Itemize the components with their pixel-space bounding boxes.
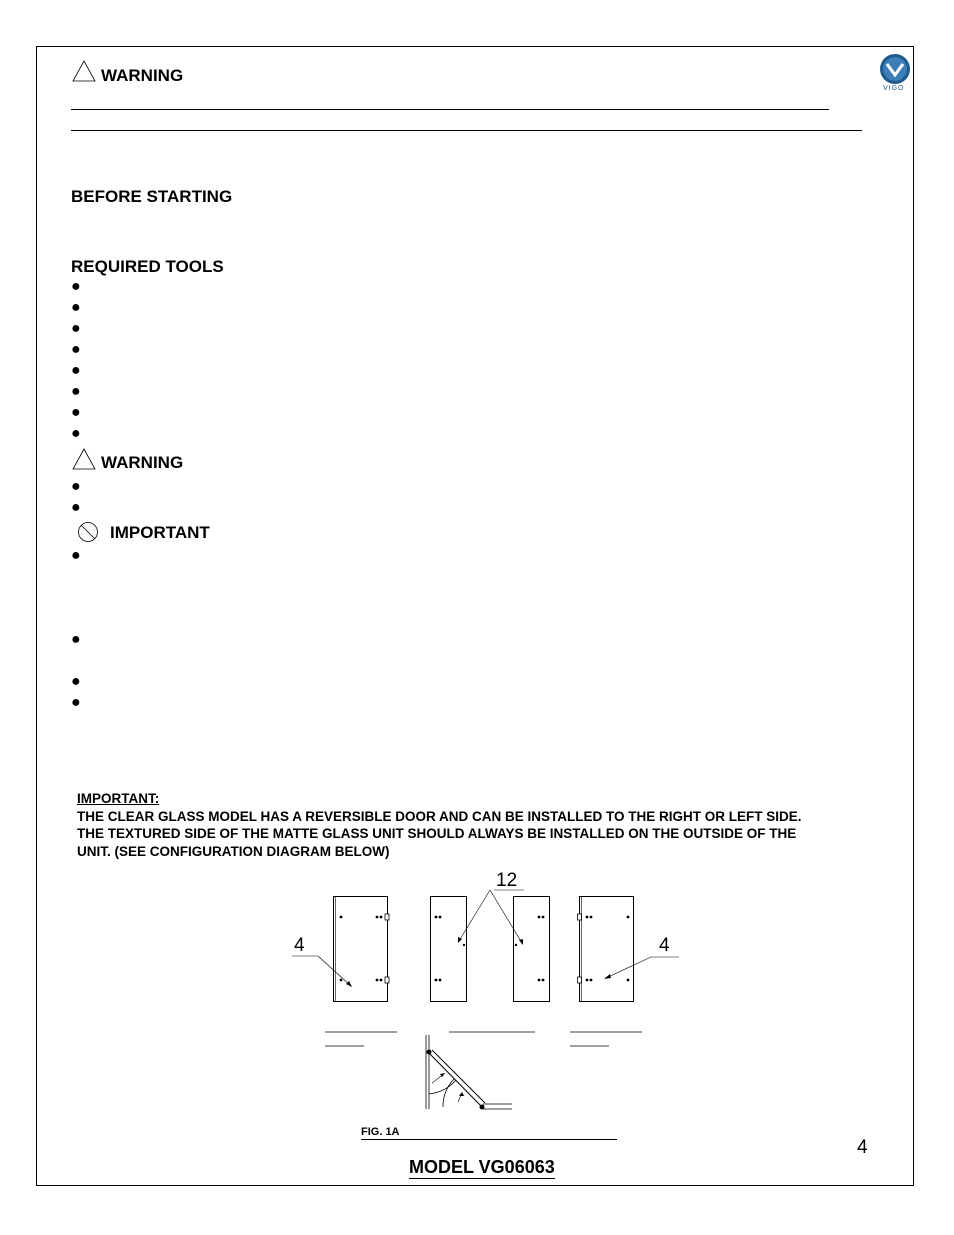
blank-rule-1: [71, 109, 829, 110]
important-bullet: ●: [71, 631, 81, 648]
warning-heading-top: WARNING: [101, 66, 184, 85]
note-line: UNIT. (SEE CONFIGURATION DIAGRAM BELOW): [77, 843, 390, 859]
callout-center: 12: [496, 870, 518, 891]
warning-triangle-icon: [72, 448, 96, 470]
required-tools-heading: REQUIRED TOOLS: [71, 257, 224, 276]
tool-bullet: ●: [71, 383, 81, 400]
important-heading: IMPORTANT: [110, 523, 210, 542]
glass-panel-right: [578, 897, 634, 1002]
important-bullet: ●: [71, 547, 81, 564]
important-bullet: ●: [71, 673, 81, 690]
prohibited-icon: [77, 521, 99, 543]
warning-heading-middle: WARNING: [101, 453, 184, 472]
tool-bullet: ●: [71, 404, 81, 421]
glass-panel-left: [334, 897, 390, 1002]
before-starting-heading: BEFORE STARTING: [71, 187, 233, 206]
warning-bullet: ●: [71, 499, 81, 516]
configuration-diagram: [280, 865, 700, 1125]
warning-bullet: ●: [71, 478, 81, 495]
blank-rule-2: [71, 130, 862, 131]
callout-left: 4: [294, 935, 305, 956]
figure-label: FIG. 1A: [361, 1126, 400, 1138]
tool-bullet: ●: [71, 299, 81, 316]
important-note: [77, 790, 802, 860]
tool-bullet: ●: [71, 320, 81, 337]
tool-bullet: ●: [71, 425, 81, 442]
important-bullet: ●: [71, 694, 81, 711]
page-number: 4: [857, 1137, 868, 1158]
figure-caption-rule: [361, 1139, 617, 1140]
vigo-logo: [878, 52, 914, 96]
plan-view: [426, 1035, 512, 1110]
note-line: THE CLEAR GLASS MODEL HAS A REVERSIBLE DOOR AND CAN BE INSTALLED TO THE RIGHT OR LEFT SIDE.: [77, 808, 802, 824]
glass-panel-center-right: [514, 897, 550, 1002]
tool-bullet: ●: [71, 341, 81, 358]
glass-panel-center-left: [431, 897, 467, 1002]
model-number: MODEL VG06063: [409, 1157, 555, 1177]
callout-right: 4: [659, 935, 670, 956]
logo-wordmark: VIGO: [883, 85, 905, 92]
note-title: IMPORTANT:: [77, 791, 160, 806]
note-line: THE TEXTURED SIDE OF THE MATTE GLASS UNIT SHOULD ALWAYS BE INSTALLED ON THE OUTSIDE OF THE: [77, 826, 797, 841]
warning-triangle-icon: [72, 60, 96, 82]
tool-bullet: ●: [71, 278, 81, 295]
tool-bullet: ●: [71, 362, 81, 379]
